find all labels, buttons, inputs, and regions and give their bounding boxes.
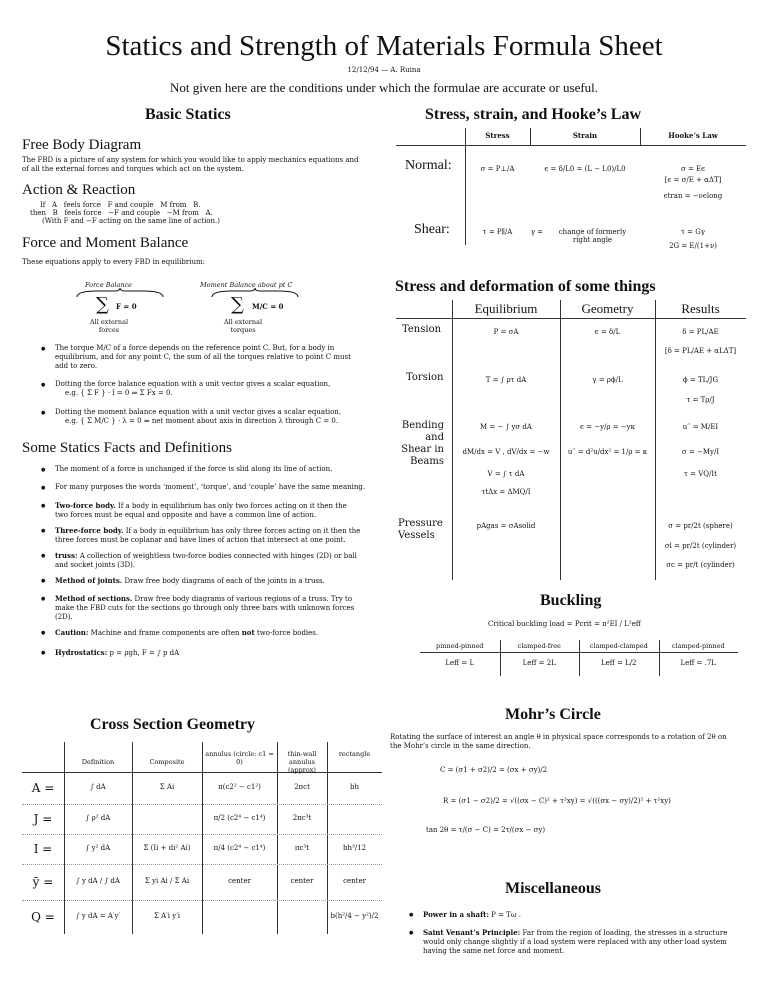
shear-label: Shear:	[414, 222, 450, 237]
bending-eq-1: M = − ∫ yσ dA	[480, 423, 532, 431]
deformation-heading: Stress and deformation of some things	[395, 278, 656, 295]
buckling-value: Leff = 2L	[522, 659, 556, 667]
fact-7-a: Draw free body diagrams of various regions of a truss. Try to	[132, 595, 353, 603]
xs-row-label: ȳ =	[32, 875, 54, 889]
fact-8-c: two-force bodies.	[254, 629, 319, 637]
xs-cell: bh³/12	[342, 844, 367, 852]
normal-hooke-3: ϵtran = −νϵlong	[663, 192, 723, 200]
ar-line-2: then B feels force −F and couple −M from A.	[30, 209, 213, 217]
fbd-heading: Free Body Diagram	[22, 137, 142, 153]
xs-row-label: I =	[33, 842, 53, 856]
misc-1-a: P = Tω .	[488, 911, 521, 919]
basic-statics-heading: Basic Statics	[145, 106, 231, 123]
xs-cell: πc³t	[294, 844, 310, 852]
bending-eq-2: dM/dx = V , dV/dx = −w	[462, 448, 550, 456]
xs-cell: Σ A′i y′i	[153, 912, 181, 920]
moment-balance-label: Moment Balance about pt C	[200, 281, 293, 289]
xs-cell: π/2 (c2⁴ − c1⁴)	[213, 814, 266, 822]
normal-stress: σ = P⊥/A	[480, 165, 515, 173]
col-hooke: Hooke’s Law	[668, 131, 718, 140]
col-strain: Strain	[572, 131, 598, 140]
statics-bullet-3	[55, 408, 385, 426]
ar-line-1: If A feels force F and couple M from B.	[40, 201, 201, 209]
fact-4-head: Three-force body.	[55, 526, 124, 535]
xs-header: annulus (circle: c1 = 0)	[205, 750, 274, 766]
fact-7-c: (2D).	[55, 613, 73, 621]
force-brace	[75, 288, 165, 298]
buckling-heading: Buckling	[540, 592, 602, 609]
fact-5-a: A collection of weightless two-force bodies connected with hinges (2D) or ball	[77, 552, 357, 560]
torsion-label: Torsion	[406, 372, 444, 383]
misc-1	[423, 910, 753, 920]
normal-hooke-2: [ϵ = σ/E + αΔT]	[664, 176, 722, 184]
xs-row-label: J =	[33, 812, 53, 826]
force-balance-label: Force Balance	[85, 281, 133, 289]
pressure-eq: pAgas = σAsolid	[476, 522, 536, 530]
xs-cell: Σ (Ii + di² Ai)	[143, 844, 191, 852]
fact-7	[55, 594, 385, 622]
stress-strain-heading: Stress, strain, and Hooke’s Law	[425, 106, 642, 123]
mohr-heading: Mohr’s Circle	[505, 706, 601, 723]
bending-eq-4: τtΔx = ΔMQ/I	[481, 488, 531, 496]
mohr-tan-eq: tan 2θ = τ/(σ − C) = 2τ/(σx − σy)	[426, 826, 546, 834]
xs-cell: ∫ y dA = A′y′	[75, 912, 121, 920]
tension-label: Tension	[402, 324, 442, 335]
xs-cell: ∫ y² dA	[85, 844, 111, 852]
fact-3-head: Two-force body.	[55, 501, 116, 510]
fact-5-b: and socket joints (3D).	[55, 561, 136, 569]
subtitle: Not given here are the conditions under which the formulae are accurate or useful.	[169, 80, 599, 95]
xs-cell: Σ Ai	[159, 783, 175, 791]
b1-line-a: ● The torque M/C of a force depends on the reference point C. But, for a body in	[55, 344, 335, 352]
buckling-header: clamped-clamped	[589, 642, 648, 650]
buckling-table	[420, 640, 738, 676]
fact-4	[55, 526, 385, 545]
fact-9-a: p = ρgh, F = ∫ p dA	[107, 649, 180, 657]
b2-line-b: e.g. { Σ F } · î = 0 ⇒ Σ Fx = 0.	[65, 389, 173, 397]
col-geometry: Geometry	[581, 301, 634, 316]
mohr-c-eq: C = (σ1 + σ2)/2 = (σx + σy)/2	[440, 766, 548, 774]
xs-cell: π(c2² − c1²)	[218, 783, 261, 791]
bending-geo-2: u′′ = d²u/dx² = 1/ρ = κ	[567, 448, 648, 456]
bending-res-1: u′′ = M/EI	[682, 423, 719, 431]
tension-geo: ϵ = δ/L	[594, 328, 621, 336]
fact-7-b: make the FBD cuts for the sections go through only three bars with unknown forces	[55, 604, 355, 612]
col-stress: Stress	[485, 131, 510, 140]
bending-geo-1: ϵ = −y/ρ = −yκ	[579, 423, 636, 431]
normal-strain: ϵ = δ/L0 = (L − L0)/L0	[544, 165, 626, 173]
force-balance-eq: F = 0	[116, 302, 137, 311]
buckling-value: Leff = .7L	[680, 659, 716, 667]
b3-line-b: e.g. { Σ M/C } · λ = 0 ⇒ net moment about axis in direction λ through C = 0.	[65, 417, 339, 425]
b1-line-b: equilibrium, and for any point C, the sum of all the torques relative to point C must	[55, 353, 351, 361]
fact-5	[55, 551, 385, 570]
torsion-eq: T = ∫ ρτ dA	[485, 376, 527, 384]
shear-strain-gamma: γ =	[530, 228, 544, 236]
buckling-value: Leff = L	[445, 659, 475, 667]
tension-res-2: [δ = PL/AE + αLΔT]	[664, 347, 737, 355]
xs-cell: ∫ dA	[90, 783, 106, 791]
b2-line-a: ● Dotting the force balance equation with a unit vector gives a scalar equation,	[55, 380, 331, 388]
normal-label: Normal:	[405, 158, 452, 173]
xs-cell: center	[228, 877, 251, 885]
xs-cell: π/4 (c2⁴ − c1⁴)	[213, 844, 266, 852]
xs-row-label: Q =	[31, 910, 55, 924]
bending-res-3: τ = VQ/It	[684, 470, 717, 478]
col-results: Results	[681, 301, 720, 316]
fact-4-b: three forces must be coplanar and have lines of action that intersect at one point.	[55, 536, 346, 544]
all-external-forces: All external forces	[89, 318, 129, 334]
buckling-header: clamped-pinned	[671, 642, 725, 650]
tension-res-1: δ = PL/AE	[682, 328, 719, 336]
pressure-res-1: σ = pr/2t (sphere)	[668, 522, 733, 530]
misc-2	[423, 928, 753, 956]
all-external-torques: All external torques	[223, 318, 263, 334]
misc-2-c: having the same net force and moment.	[423, 947, 565, 955]
tension-eq: P = σA	[493, 328, 519, 336]
xs-header: thin-wall annulus (approx)	[287, 750, 317, 774]
misc-heading: Miscellaneous	[505, 880, 601, 897]
fact-6-a: Draw free body diagrams of each of the joints in a truss.	[122, 577, 325, 585]
page-title: Statics and Strength of Materials Formula Sheet	[105, 30, 663, 62]
fact-8	[55, 628, 385, 638]
fact-4-a: If a body in equilibrium has only three forces acting on it then the	[123, 527, 361, 535]
misc-2-b: would only change slightly if a load system were replaced with any other load system	[423, 938, 727, 946]
fact-8-head: Caution:	[55, 628, 89, 637]
shear-stress: τ = P∥/A	[482, 228, 513, 236]
fbd-text-2: of all the external forces and torques which act on the system.	[22, 165, 244, 173]
torsion-res-2: τ = Tρ/J	[686, 396, 715, 404]
statics-bullet-1	[55, 344, 385, 371]
xs-cell: Σ yi Ai / Σ Ai	[144, 877, 190, 885]
fact-5-head: truss:	[55, 551, 78, 560]
shear-hooke-1: τ = Gγ	[681, 228, 705, 236]
action-reaction-heading: Action & Reaction	[22, 182, 136, 198]
pressure-res-2: σl = pr/2t (cylinder)	[664, 542, 737, 550]
statics-bullet-2	[55, 380, 385, 398]
buckling-formula: Critical buckling load = Pcrit = π²EI / L²eff	[488, 620, 641, 628]
fact-9	[55, 648, 385, 658]
shear-hooke-2: 2G = E/(1+ν)	[669, 242, 717, 250]
fact-3	[55, 501, 385, 520]
b1-line-c: add to zero.	[55, 362, 98, 370]
normal-hooke-1: σ = Eϵ	[680, 165, 706, 173]
pressure-res-3: σc = pr/t (cylinder)	[666, 561, 735, 569]
bending-eq-3: V = ∫ τ dA	[487, 470, 525, 478]
torsion-res-1: ϕ = TL/JG	[682, 376, 719, 384]
xs-cell: 2πct	[294, 783, 310, 791]
moment-brace	[210, 288, 300, 298]
force-moment-heading: Force and Moment Balance	[22, 235, 189, 251]
force-sum-symbol: ∑	[96, 294, 109, 315]
facts-heading: Some Statics Facts and Definitions	[22, 440, 232, 456]
xs-row-label: A =	[31, 781, 55, 795]
cross-section-table	[22, 742, 382, 934]
xs-cell: center	[343, 877, 366, 885]
fact-2: ● For many purposes the words ‘moment’, ‘torque’, and ‘couple’ have the same meaning.	[55, 483, 385, 492]
buckling-header: clamped-free	[517, 642, 561, 650]
pressure-label: Pressure Vessels	[398, 518, 443, 541]
mohr-text-1: Rotating the surface of interest an angle θ in physical space corresponds to a rotation of 2θ on	[390, 733, 727, 741]
b3-line-a: ● Dotting the moment balance equation with a unit vector gives a scalar equation,	[55, 408, 342, 416]
xs-header: Composite	[149, 758, 185, 766]
fact-8-b: not	[241, 628, 255, 637]
fact-6-head: Method of joints.	[55, 576, 123, 585]
xs-header: Definition	[81, 758, 115, 766]
mohr-r-eq: R = (σ1 − σ2)/2 = √((σx − C)² + τ²xy) = √(((σx − σy)/2)² + τ²xy)	[443, 797, 671, 805]
fact-3-a: If a body in equilibrium has only two forces acting on it then the	[115, 502, 347, 510]
fmb-text: These equations apply to every FBD in equilibrium:	[22, 258, 205, 266]
torsion-geo: γ = ρϕ/L	[592, 376, 623, 384]
ar-line-3: (With F and −F acting on the same line of action.)	[42, 217, 220, 225]
cross-section-heading: Cross Section Geometry	[90, 716, 255, 733]
author-date: 12/12/94 — A. Ruina	[347, 66, 421, 74]
xs-header: rectangle	[338, 750, 371, 758]
fact-3-b: two forces must be equal and opposite and have a common line of action.	[55, 511, 317, 519]
moment-sum-symbol: ∑	[231, 294, 244, 315]
misc-2-head: Saint Venant’s Principle:	[423, 928, 521, 937]
fact-6	[55, 576, 385, 586]
col-equilibrium: Equilibrium	[474, 301, 538, 316]
misc-2-a: Far from the region of loading, the stresses in a structure	[520, 929, 728, 937]
buckling-value: Leff = L/2	[600, 659, 637, 667]
xs-cell: b(h²/4 − y²)/2	[330, 912, 379, 920]
fbd-text-1: The FBD is a picture of any system for which you would like to apply mechanics equations and	[22, 156, 359, 164]
fact-9-head: Hydrostatics:	[55, 648, 108, 657]
fact-1: ● The moment of a force is unchanged if the force is slid along its line of action.	[55, 465, 385, 474]
moment-balance-eq: M/C = 0	[252, 302, 284, 311]
fact-7-head: Method of sections.	[55, 594, 133, 603]
xs-cell: ∫ ρ² dA	[85, 814, 111, 822]
fact-8-a: Machine and frame components are often	[88, 629, 242, 637]
xs-cell: bh	[350, 783, 359, 791]
buckling-header: pinned-pinned	[436, 642, 484, 650]
xs-cell: 2πc³t	[292, 814, 312, 822]
xs-cell: ∫ y dA / ∫ dA	[76, 877, 120, 885]
shear-strain-desc: change of formerly right angle	[558, 228, 627, 244]
misc-1-head: Power in a shaft:	[423, 910, 489, 919]
bending-label: Bending and Shear in Beams	[401, 420, 444, 467]
xs-cell: center	[290, 877, 314, 885]
mohr-text-2: the Mohr’s circle in the same direction.	[390, 742, 531, 750]
bending-res-2: σ = −My/I	[681, 448, 720, 456]
